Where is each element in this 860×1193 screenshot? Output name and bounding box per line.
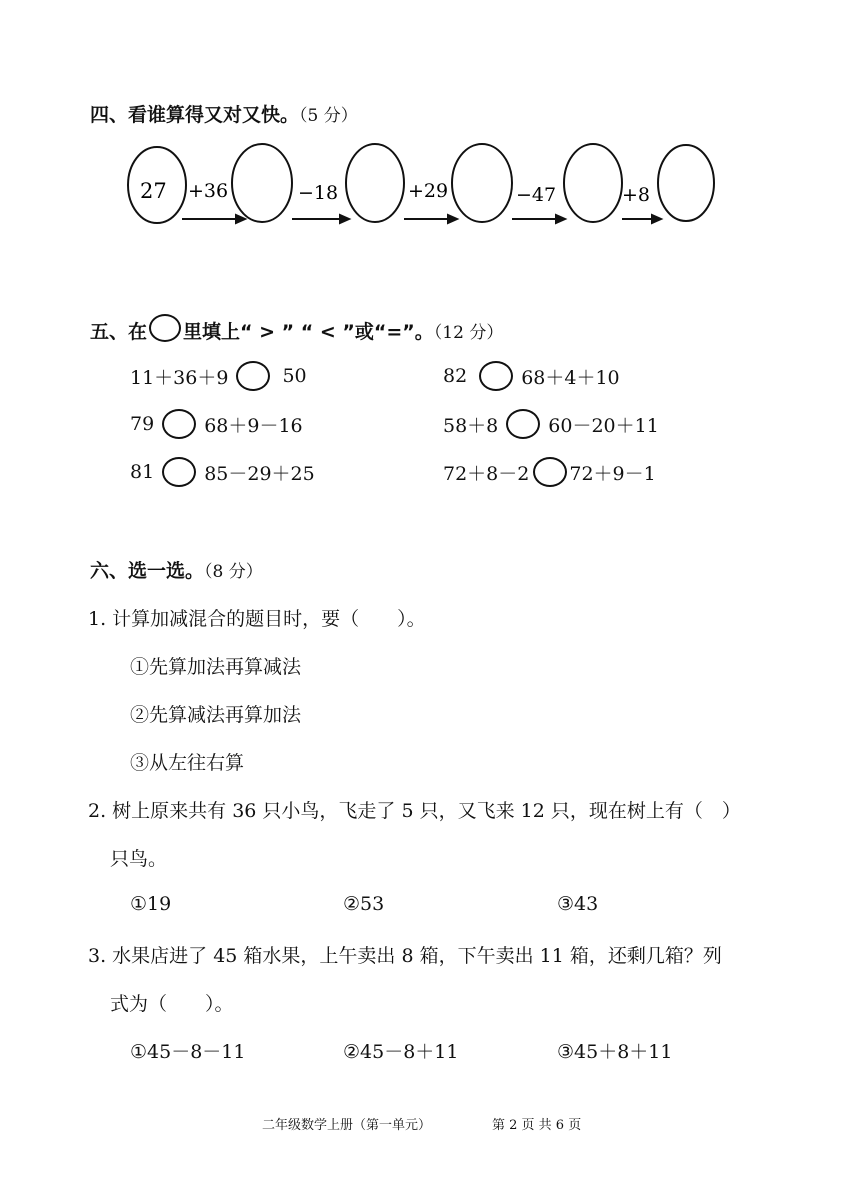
- compare-row-6: [443, 457, 656, 487]
- compare-row-2: [443, 361, 620, 391]
- chain-op-5: +8: [622, 184, 651, 206]
- question-3-option-2[interactable]: ②45－8＋11: [343, 1041, 459, 1063]
- question-2-line-2: 只鸟。: [110, 848, 168, 870]
- chain-oval-5[interactable]: [564, 144, 622, 222]
- compare-left: 79: [130, 413, 155, 435]
- question-1-option-1[interactable]: ①先算加法再算减法: [130, 656, 302, 678]
- question-2-option-1[interactable]: ①19: [130, 893, 172, 915]
- compare-right: 85－29＋25: [204, 462, 315, 485]
- section4-title: [90, 100, 358, 127]
- chain-arrowhead-3: [448, 215, 457, 223]
- compare-row-5: [130, 457, 315, 487]
- compare-row-4: [443, 409, 659, 439]
- compare-left: 82: [443, 365, 468, 387]
- compare-blank[interactable]: [479, 361, 513, 391]
- question-3-option-3[interactable]: ③45＋8＋11: [557, 1041, 673, 1063]
- footer-page-number: 第 2 页 共 6 页: [492, 1118, 582, 1133]
- compare-right: 72＋9－1: [569, 462, 656, 485]
- section4-title-text: 四、看谁算得又对又快。: [90, 104, 300, 126]
- question-2-line-1: 2. 树上原来共有 36 只小鸟，飞走了 5 只，又飞来 12 只，现在树上有（ ）: [88, 800, 741, 822]
- question-2-option-2[interactable]: ②53: [343, 893, 385, 915]
- chain-oval-6[interactable]: [658, 145, 714, 221]
- compare-left: 72＋8－2: [443, 462, 530, 485]
- chain-oval-4[interactable]: [452, 144, 512, 222]
- chain-op-3: +29: [408, 180, 449, 202]
- question-1-option-2[interactable]: ②先算减法再算加法: [130, 704, 302, 726]
- compare-blank[interactable]: [162, 409, 196, 439]
- chain-op-1: +36: [188, 180, 229, 202]
- section6-title: [90, 556, 263, 583]
- calc-chain: [120, 135, 720, 235]
- footer-book: 二年级数学上册（第一单元）: [262, 1118, 432, 1133]
- section5-title-after: 里填上“ > ” “ < ”或“=”。: [183, 321, 434, 343]
- question-2-option-3[interactable]: ③43: [557, 893, 599, 915]
- compare-row-1: [130, 361, 307, 391]
- question-1-option-3[interactable]: ③从左往右算: [130, 752, 245, 774]
- section5-points: （12 分）: [433, 323, 504, 343]
- section6-points: （8 分）: [204, 562, 263, 582]
- question-3-option-1[interactable]: ①45－8－11: [130, 1041, 246, 1063]
- chain-arrowhead-4: [556, 215, 565, 223]
- compare-right: 60－20＋11: [548, 414, 659, 437]
- section5-title: [90, 314, 503, 344]
- compare-blank[interactable]: [236, 361, 270, 391]
- chain-op-4: −47: [516, 184, 557, 206]
- question-3-line-2: 式为（ ）。: [110, 993, 234, 1015]
- chain-arrowhead-2: [340, 215, 349, 223]
- chain-oval-3[interactable]: [346, 144, 404, 222]
- compare-blank[interactable]: [533, 457, 567, 487]
- chain-arrowhead-5: [652, 215, 661, 223]
- answer-oval-icon: [149, 314, 181, 342]
- compare-right: 50: [282, 365, 307, 387]
- question-3-line-1: 3. 水果店进了 45 箱水果，上午卖出 8 箱，下午卖出 11 箱，还剩几箱？列: [88, 945, 722, 967]
- section6-title-text: 六、选一选。: [90, 560, 205, 582]
- compare-blank[interactable]: [506, 409, 540, 439]
- compare-left: 81: [130, 461, 155, 483]
- chain-oval-2[interactable]: [232, 144, 292, 222]
- chain-start-value: 27: [140, 179, 167, 203]
- compare-left: 11＋36＋9: [130, 366, 229, 389]
- compare-right: 68＋4＋10: [521, 366, 620, 389]
- compare-left: 58＋8: [443, 414, 499, 437]
- section5-title-before: 五、在: [90, 321, 148, 343]
- chain-op-2: −18: [298, 182, 339, 204]
- compare-row-3: [130, 409, 303, 439]
- section4-points: （5 分）: [299, 106, 358, 126]
- question-1-text: 1. 计算加减混合的题目时，要（ ）。: [88, 608, 426, 630]
- compare-right: 68＋9－16: [204, 414, 303, 437]
- chain-arrowhead-1: [236, 215, 245, 223]
- compare-blank[interactable]: [162, 457, 196, 487]
